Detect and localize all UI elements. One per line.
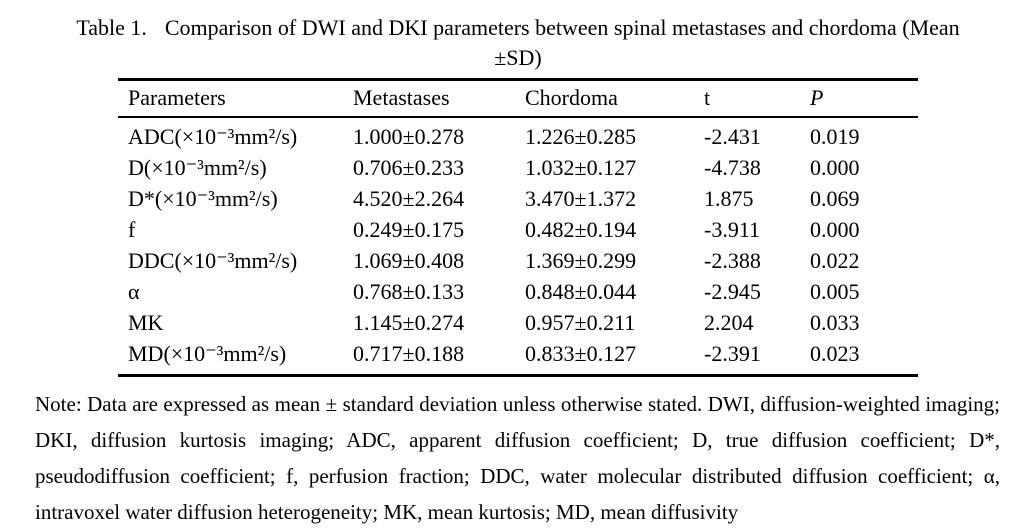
table-row bbox=[118, 117, 918, 152]
header-t: t bbox=[704, 80, 810, 118]
header-parameters: Parameters bbox=[118, 80, 353, 118]
table-caption bbox=[0, 13, 1036, 73]
t-cell: -2.431 bbox=[704, 124, 761, 149]
p-cell: 0.033 bbox=[810, 310, 860, 335]
table-header-row bbox=[118, 80, 918, 118]
param-cell: f bbox=[128, 217, 136, 242]
comparison-table bbox=[118, 78, 918, 377]
t-cell: -2.388 bbox=[704, 248, 761, 273]
metastases-cell: 4.520±2.264 bbox=[353, 186, 465, 211]
header-p: P bbox=[810, 80, 918, 118]
metastases-cell: 0.249±0.175 bbox=[353, 217, 465, 242]
table-row bbox=[118, 152, 918, 183]
chordoma-cell: 0.848±0.044 bbox=[525, 279, 637, 304]
param-cell: MK bbox=[128, 310, 164, 335]
metastases-cell: 0.768±0.133 bbox=[353, 279, 465, 304]
param-cell: MD(×10⁻³mm²/s) bbox=[128, 341, 287, 366]
table-row bbox=[118, 276, 918, 307]
chordoma-cell: 1.032±0.127 bbox=[525, 155, 637, 180]
chordoma-cell: 0.833±0.127 bbox=[525, 341, 637, 366]
table-row bbox=[118, 307, 918, 338]
table-caption-text: Comparison of DWI and DKI parameters between spinal metastases and chordoma (Mean bbox=[164, 15, 960, 40]
param-cell: D*(×10⁻³mm²/s) bbox=[128, 186, 278, 211]
table-caption-line2: ±SD) bbox=[494, 45, 542, 70]
metastases-cell: 0.717±0.188 bbox=[353, 341, 465, 366]
p-cell: 0.022 bbox=[810, 248, 860, 273]
param-cell: DDC(×10⁻³mm²/s) bbox=[128, 248, 298, 273]
t-cell: -3.911 bbox=[704, 217, 761, 242]
p-cell: 0.023 bbox=[810, 341, 860, 366]
t-cell: 2.204 bbox=[704, 310, 754, 335]
param-cell: D(×10⁻³mm²/s) bbox=[128, 155, 267, 180]
p-cell: 0.005 bbox=[810, 279, 860, 304]
t-cell: -4.738 bbox=[704, 155, 761, 180]
t-cell: -2.391 bbox=[704, 341, 761, 366]
t-cell: -2.945 bbox=[704, 279, 761, 304]
chordoma-cell: 1.226±0.285 bbox=[525, 124, 637, 149]
table-caption-label: Table 1. bbox=[76, 15, 147, 40]
metastases-cell: 1.145±0.274 bbox=[353, 310, 465, 335]
t-cell: 1.875 bbox=[704, 186, 754, 211]
header-chordoma: Chordoma bbox=[525, 80, 704, 118]
param-cell: α bbox=[128, 279, 140, 304]
chordoma-cell: 3.470±1.372 bbox=[525, 186, 637, 211]
chordoma-cell: 1.369±0.299 bbox=[525, 248, 637, 273]
table-row bbox=[118, 214, 918, 245]
p-cell: 0.000 bbox=[810, 217, 860, 242]
chordoma-cell: 0.482±0.194 bbox=[525, 217, 637, 242]
p-cell: 0.069 bbox=[810, 186, 860, 211]
table-row bbox=[118, 183, 918, 214]
param-cell: ADC(×10⁻³mm²/s) bbox=[128, 124, 298, 149]
metastases-cell: 1.069±0.408 bbox=[353, 248, 465, 273]
header-metastases: Metastases bbox=[353, 80, 525, 118]
table-row bbox=[118, 245, 918, 276]
p-cell: 0.000 bbox=[810, 155, 860, 180]
metastases-cell: 0.706±0.233 bbox=[353, 155, 465, 180]
metastases-cell: 1.000±0.278 bbox=[353, 124, 465, 149]
chordoma-cell: 0.957±0.211 bbox=[525, 310, 636, 335]
table-footnote: Note: Data are expressed as mean ± standard deviation unless otherwise stated. DWI, diffusion-weighted imaging; DKI, diffusion kurtosis imaging; ADC, apparent diffusion coefficient; D, true diffusion coefficient; D*, pseudodiffusion coefficient; f, perfusion fraction; DDC, water molecular distributed diffusion coefficient; α, intravoxel water diffusion heterogeneity; MK, mean kurtosis; MD, mean diffusivity bbox=[35, 392, 1000, 524]
p-cell: 0.019 bbox=[810, 124, 860, 149]
table-row bbox=[118, 338, 918, 376]
